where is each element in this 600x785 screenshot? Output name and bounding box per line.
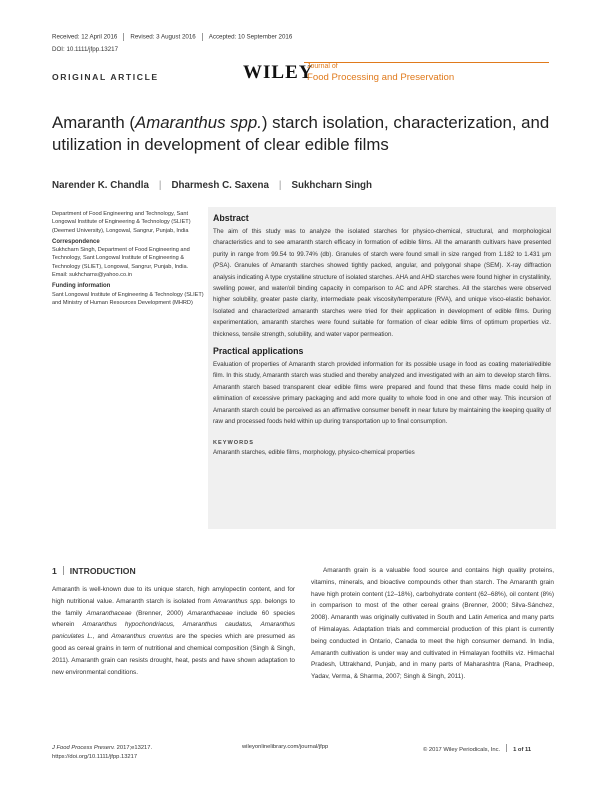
text-run: Amaranthus cruentus	[111, 633, 174, 641]
footer-right	[423, 744, 531, 753]
abstract-text: The aim of this study was to analyze the isolated starches for physico-chemical, structural, and morphological characteristics and to see amaranth starch efficacy in formation of edible films. All the amaranth cultivars have presented purity in range from 99.54 to 99.74% (db). Granules of starch were found small in size ranged from 1.182 to 1.431 μm (PSA). Granules of Amaranth starches showed tightly packed, angular, and polygonal shape (SEM). X-ray diffraction analysis indicating A type crystalline structure of isolated starches. AHA and AHD starches were found higher in crystallinity, swelling power, and water/oil binding capacity in comparison to AC and APR starches. All the starches were observed higher solubility, greater paste clarity, intermediate peak viscosity/temperature (RVA), and unique visco-elastic behavior. Isolated and characterized amaranth starches were tried for their application in development of edible films. During experimentation, amaranth starches were found suitable for formation of clear edible films of optimum properties viz. thickness, tensile strength, solubility, and water vapor permeation.	[213, 228, 551, 338]
doi[interactable]: DOI: 10.1111/jfpp.13217	[52, 46, 119, 53]
date-divider	[202, 33, 203, 41]
section-number: 1	[52, 566, 57, 576]
footer-citation	[52, 744, 152, 762]
keywords-heading: KEYWORDS	[213, 439, 254, 446]
footer-website[interactable]: wileyonlinelibrary.com/journal/jfpp	[242, 744, 329, 750]
text-run: (Brenner, 2000)	[131, 609, 188, 617]
keywords: Amaranth starches, edible films, morphology, physico-chemical properties	[213, 448, 415, 456]
funding: Sant Longowal Institute of Engineering & Technology (SLIET) and Ministry of Human Resources Development (MHRD)	[52, 291, 204, 306]
text-run: and	[94, 633, 112, 641]
author-list	[52, 180, 372, 191]
citation-rest: 2017;e13217.	[115, 745, 153, 751]
accepted-date: Accepted: 10 September 2016	[208, 33, 293, 41]
journal-prefix: Journal of	[307, 63, 338, 70]
date-divider	[123, 33, 124, 41]
author-divider: |	[278, 180, 282, 191]
body-paragraph	[52, 584, 295, 678]
text-run: belongs to the family	[52, 597, 295, 617]
title-post: ) starch isolation, characterization, and utilization in development of clear edible films	[52, 113, 550, 154]
text-run: Amaranthus spp.	[213, 597, 263, 605]
author-divider: |	[158, 180, 162, 191]
article-dates	[52, 33, 292, 41]
author[interactable]: Sukhcharn Singh	[291, 180, 373, 191]
department: Department of Food Engineering and Technology, Sant Longowal Institute of Engineering & Technology (SLIET) (Deemed University), Longowal, Sangrur, Punjab, India	[52, 211, 191, 234]
practical-heading: Practical applications	[213, 346, 304, 357]
abstract-heading: Abstract	[213, 213, 249, 223]
heading-divider	[63, 566, 64, 575]
affiliations-column	[52, 210, 204, 307]
page-number: 1 of 11	[513, 747, 532, 753]
text-run: Amaranthus hypochondriacus, Amaranthus caudatus, Amaranthus paniculates L.,	[52, 621, 295, 641]
received-date: Received: 12 April 2016	[52, 33, 118, 41]
correspondence-heading: Correspondence	[52, 238, 100, 245]
text-run: include 60 species wherein	[52, 609, 295, 629]
article-title	[52, 112, 552, 156]
footer-divider	[506, 744, 507, 752]
abstract-box	[208, 207, 556, 529]
journal-name: Food Processing and Preservation	[307, 72, 455, 83]
author[interactable]: Narender K. Chandla	[52, 180, 149, 191]
text-run: Amaranthaceae	[86, 609, 132, 617]
copyright: © 2017 Wiley Periodicals, Inc.	[423, 747, 501, 753]
text-run: Amaranth is well-known due to its unique starch, high amylopectin content, and for high nutritional value. Amaranth starch is isolated from	[52, 586, 295, 605]
text-run: are the species which are presumed as good as cereal grains in term of nutritional and chemical composition (Singh & Singh, 2011). Amaranth grain can resists drought, heat, pests and have shown adaptation to new environmental conditions.	[52, 633, 296, 676]
section-title: INTRODUCTION	[69, 566, 136, 576]
body-column-right	[311, 565, 554, 683]
citation-journal: J Food Process Preserv.	[52, 745, 116, 751]
text-run: Amaranthaceae	[187, 609, 233, 617]
title-italic: Amaranthus spp.	[135, 113, 262, 132]
publisher-logo: WILEY	[243, 62, 314, 83]
practical-text: Evaluation of properties of Amaranth starch provided information for its possible usage in food as coating material/edible film. In this study, Amaranth starch was studied and thereby analyzed and investigated with an aim to develop starch films. Amaranth starch based transparent clear edible films were prepared and found that these films made could help in elimination of excessive primary packaging and add more quality to whole food in one and other way. This incursion of Amaranth starch could be perceived as an affirmative consumer benefit in near future by maintaining the keeping quality of raw and processed foods held within up during transportation up to final consumption.	[213, 361, 551, 426]
section-heading	[52, 566, 136, 576]
article-type: ORIGINAL ARTICLE	[52, 72, 159, 82]
footer-doi[interactable]: https://doi.org/10.1111/jfpp.13217	[52, 754, 138, 760]
correspondence: Sukhcharn Singh, Department of Food Engineering and Technology, Sant Longowal Institute of Engineering & Technology (SLIET), Longowal, Sangrur, Punjab, India.	[52, 247, 190, 270]
email[interactable]: Email: sukhcharns@yahoo.co.in	[52, 272, 132, 279]
revised-date: Revised: 3 August 2016	[130, 33, 196, 41]
body-column-left	[52, 584, 295, 678]
title-pre: Amaranth (	[52, 113, 136, 132]
author[interactable]: Dharmesh C. Saxena	[171, 180, 269, 191]
body-paragraph: Amaranth grain is a valuable food source and contains high quality proteins, vitamins, minerals, and bioactive compounds other than starch. The Amaranth grain have high protein content (12–18%), carbohydrate content (62–68%), oil content (8%) in comparison to most of the other cereal grains (Brenner, 2000; Silva-Sánchez, 2008). Amaranth was originally cultivated in South and Latin America and many parts of Himalayas. Adaptation trials and commercial production of this plant is currently being conducted in Ontario, Canada to meet the high consumer demand. In India, Amaranth cultivation is under way and cultivated in Himalayan foothills viz. Himachal Pradesh, Uttrakhand, Punjab, and in many parts of Maharashtra (Rana, Pradheep, Yadav, Verma, & Sharma, 2007; Singh & Singh, 2011).	[311, 567, 554, 681]
funding-heading: Funding information	[52, 283, 111, 290]
